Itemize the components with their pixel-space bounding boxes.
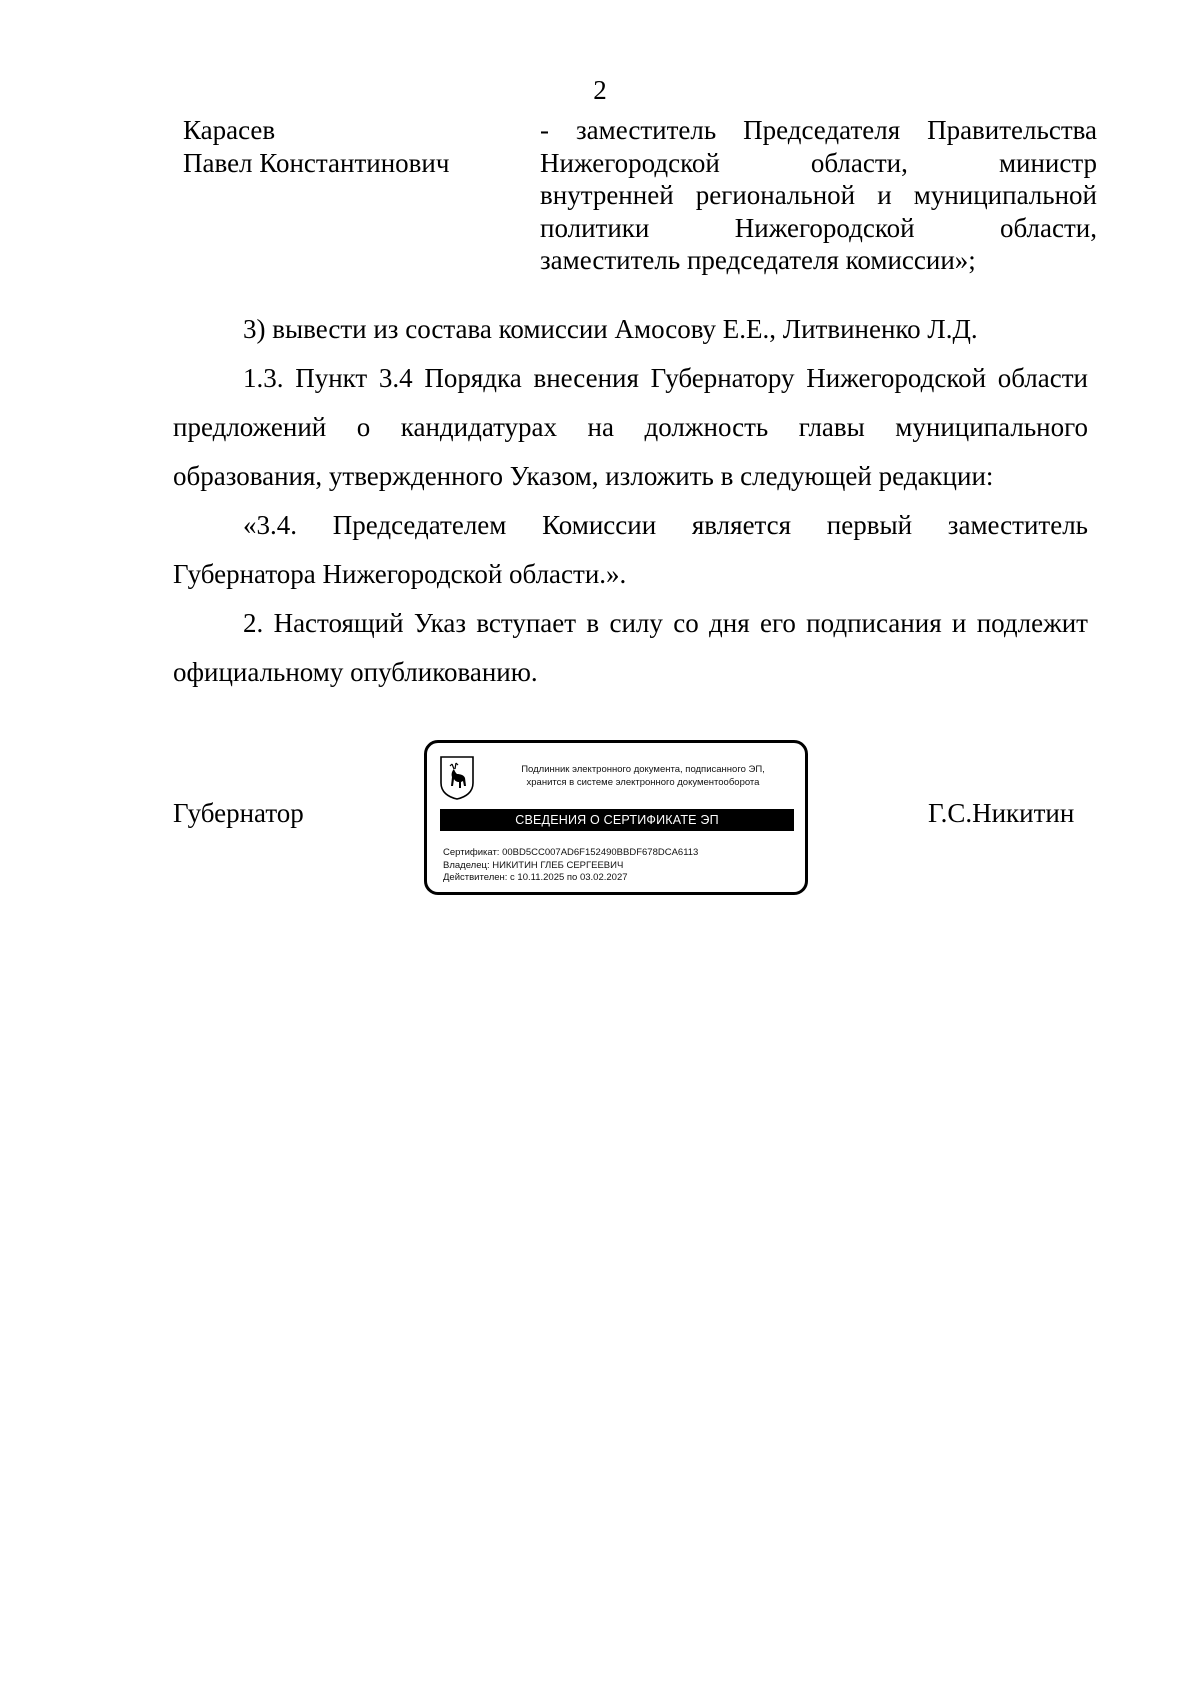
member-role-line: заместитель председателя комиссии»; [540, 245, 976, 275]
paragraph-remove-members: 3) вывести из состава комиссии Амосову Е.Е., Литвиненко Л.Д. [243, 314, 978, 344]
certificate-details [443, 847, 798, 885]
paragraph-effective-date: 2. Настоящий Указ вступает в силу со дня его подписания и подлежит официальному опубликованию. [173, 608, 1088, 687]
certificate-info-heading: СВЕДЕНИЯ О СЕРТИФИКАТЕ ЭП [440, 809, 794, 831]
paragraph-clause-3-4: «3.4. Председателем Комиссии является первый заместитель Губернатора Нижегородской области.». [173, 510, 1088, 589]
member-role-line: - заместитель Председателя Правительства [540, 115, 1097, 145]
electronic-signature-stamp [424, 740, 808, 895]
member-role-line: внутренней региональной и муниципальной [540, 180, 1097, 210]
certificate-validity: Действителен: с 10.11.2025 по 03.02.2027 [443, 872, 628, 883]
member-role-line: политики Нижегородской области, [540, 212, 1097, 243]
nizhny-novgorod-deer-emblem-icon [439, 755, 475, 801]
paragraph-clause-1-3: 1.3. Пункт 3.4 Порядка внесения Губернатору Нижегородской области предложений о кандидатурах на должность главы муниципального образования, утвержденного Указом, изложить в следующей редакции: [173, 363, 1088, 491]
member-role-line: Нижегородской области, министр [540, 147, 1097, 178]
page-number: 2 [593, 75, 607, 105]
signatory-name: Г.С.Никитин [928, 798, 1075, 828]
stamp-header [491, 763, 795, 789]
member-given-names: Павел Константинович [183, 147, 450, 178]
certificate-serial: Сертификат: 00BD5CC007AD6F152490BBDF678DCA6113 [443, 847, 699, 858]
stamp-header-line: хранится в системе электронного документооборота [526, 777, 760, 788]
certificate-owner: Владелец: НИКИТИН ГЛЕБ СЕРГЕЕВИЧ [443, 859, 624, 871]
member-role [540, 114, 1097, 277]
stamp-header-line: Подлинник электронного документа, подписанного ЭП, [521, 764, 765, 775]
signatory-title: Губернатор [173, 798, 304, 828]
member-name [183, 114, 513, 179]
member-surname: Карасев [183, 115, 276, 145]
